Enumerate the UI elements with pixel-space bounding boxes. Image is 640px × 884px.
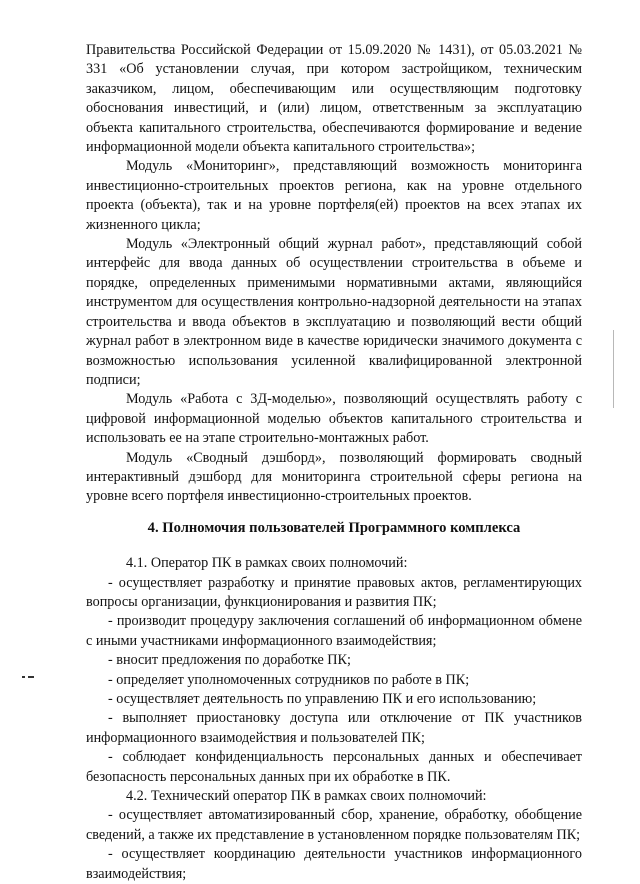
operator-item: - осуществляет разработку и принятие правовых актов, регламентирующих вопросы организации, функционирования и развития ПК; <box>86 574 582 610</box>
paragraph-module-dashboard: Модуль «Сводный дэшборд», позволяющий формировать сводный интерактивный дэшборд для мониторинга строительной сферы региона на уровне всего портфеля инвестиционно-строительных проектов. <box>86 449 582 505</box>
operator-item: - определяет уполномоченных сотрудников по работе в ПК; <box>108 671 470 688</box>
operator-item: - осуществляет деятельность по управлению ПК и его использованию; <box>108 691 537 707</box>
operator-item: - производит процедуру заключения соглашений об информационном обмене с иными участниками информационного взаимодействия; <box>86 613 582 649</box>
tech-operator-title: 4.2. Технический оператор ПК в рамках своих полномочий: <box>126 788 487 805</box>
paragraph-module-monitoring: Модуль «Мониторинг», представляющий возможность мониторинга инвестиционно-строительных проектов региона, как на уровне отдельного проекта (объекта), так и на уровне портфеля(ей) проектов на всех этапах их жизненного цикла; <box>86 158 582 233</box>
paragraph-decree-references: Правительства Российской Федерации от 15.09.2020 № 1431), от 05.03.2021 № 331 «Об установлении случая, при котором застройщиком, техническим заказчиком, лицом, обеспечивающим или осуществляющим подготовку обоснования инвестиций, и (или) лицом, ответственным за эксплуатацию объекта капитального строительства, обеспечиваются формирование и ведение информационной модели объекта капитального строительства»; <box>86 42 582 156</box>
scan-edge-line <box>613 330 614 408</box>
operator-item: - вносит предложения по доработке ПК; <box>108 652 351 669</box>
paragraph-module-3d-model: Модуль «Работа с 3Д-моделью», позволяющий осуществлять работу с цифровой информационной моделью объектов капитального строительства и использовать ее на этапе строительно-монтажных работ. <box>86 391 582 447</box>
tech-operator-item: - осуществляет автоматизированный сбор, хранение, обработку, обобщение сведений, а также их представление в установленном порядке пользователям ПК; <box>86 807 582 843</box>
document-body <box>86 41 582 884</box>
scan-margin-mark <box>22 676 34 679</box>
paragraph-module-journal: Модуль «Электронный общий журнал работ», представляющий собой интерфейс для ввода данных об осуществлении строительства в объеме и порядке, определенных применимыми нормативными актами, являющийся инструментом для осуществления контрольно-надзорной деятельности на этапах строительства и ввода объектов в эксплуатацию и позволяющий вести общий журнал работ в электронном виде в качестве юридически значимого документа с возможностью использования усиленной квалифицированной электронной подписи; <box>86 236 582 388</box>
operator-item: - соблюдает конфиденциальность персональных данных и обеспечивает безопасность персональных данных при их обработке в ПК. <box>86 749 582 785</box>
operator-item: - выполняет приостановку доступа или отключение от ПК участников информационного взаимодействия и пользователей ПК; <box>86 710 582 746</box>
tech-operator-item: - осуществляет координацию деятельности участников информационного взаимодействия; <box>86 846 582 882</box>
operator-title: 4.1. Оператор ПК в рамках своих полномочий: <box>126 555 408 572</box>
section-heading: 4. Полномочия пользователей Программного комплекса <box>147 519 521 536</box>
